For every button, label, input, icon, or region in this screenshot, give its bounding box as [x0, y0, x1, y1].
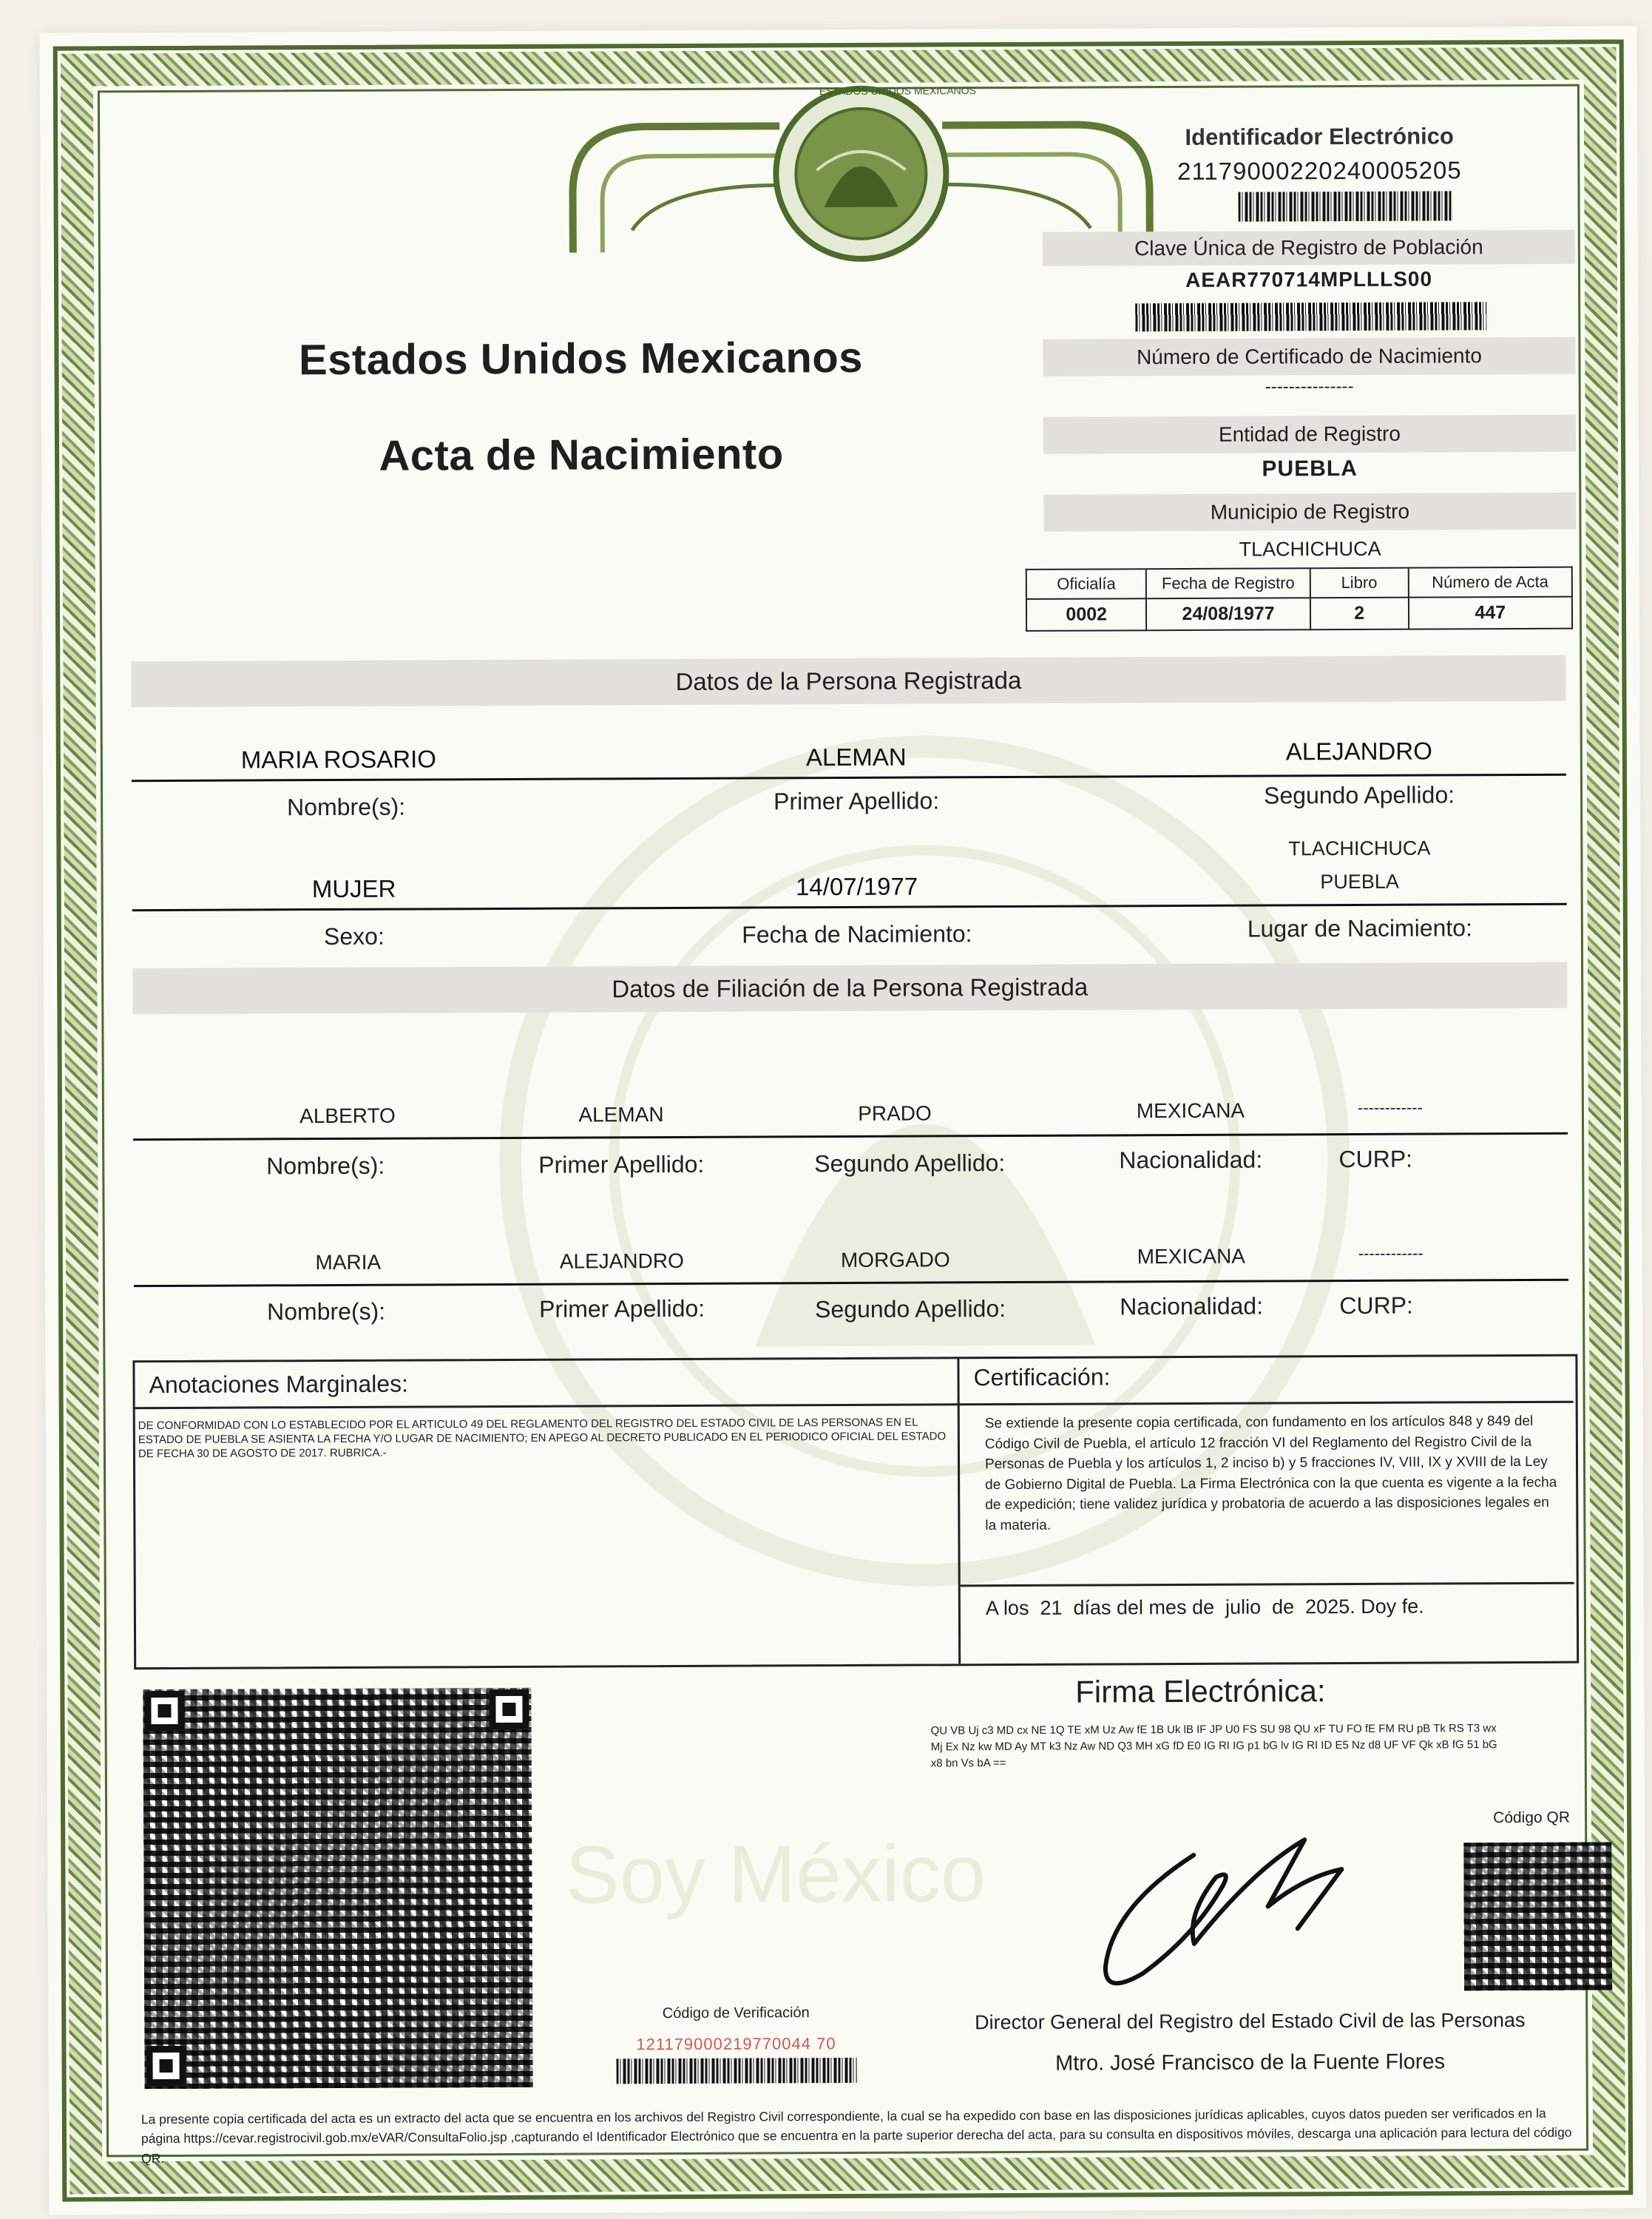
electronic-id-barcode	[1239, 191, 1453, 221]
table-header-oficialia: Oficialía	[1026, 569, 1147, 599]
birth-date-label: Fecha de Nacimiento:	[742, 920, 972, 948]
birth-cert-number-value: ---------------	[1265, 376, 1354, 397]
sex-value: MUJER	[311, 874, 396, 903]
libro-value: 2	[1310, 598, 1409, 630]
birth-date-value: 14/07/1977	[795, 872, 918, 901]
qr-finder-top-left	[144, 1691, 184, 1731]
electronic-id-value: 21179000220240005205	[1177, 156, 1462, 186]
sex-label: Sexo:	[323, 922, 385, 950]
parent1-second-surname-label: Segundo Apellido:	[814, 1149, 1006, 1178]
table-header-libro: Libro	[1310, 568, 1408, 598]
person-first-names-value: MARIA ROSARIO	[240, 745, 436, 774]
parent1-curp-value: ------------	[1357, 1098, 1423, 1117]
verification-barcode	[617, 2058, 857, 2084]
parent1-first-names-label: Nombre(s):	[266, 1152, 385, 1180]
verification-code-label: Código de Verificación	[662, 2004, 810, 2022]
parent2-first-surname-label: Primer Apellido:	[538, 1294, 705, 1323]
parent2-nationality-value: MEXICANA	[1137, 1244, 1245, 1269]
registry-entity-label: Entidad de Registro	[1043, 415, 1576, 454]
parent2-second-surname-value: MORGADO	[840, 1248, 950, 1272]
table-header-numero-acta: Número de Acta	[1408, 567, 1572, 598]
registry-table-header-row	[1026, 567, 1572, 599]
parent2-curp-label: CURP:	[1339, 1291, 1413, 1320]
registry-details-table	[1026, 567, 1573, 632]
curp-value: AEAR770714MPLLLS00	[1185, 267, 1433, 291]
qr-finder-top-right	[489, 1689, 529, 1729]
birthplace-municipality-value: TLACHICHUCA	[1288, 837, 1431, 860]
large-qr-code	[143, 1688, 532, 2089]
marginal-annotations-title: Anotaciones Marginales:	[149, 1370, 409, 1399]
parent1-curp-label: CURP:	[1338, 1145, 1413, 1173]
country-title: Estados Unidos Mexicanos	[298, 333, 864, 385]
birth-cert-number-label: Número de Certificado de Nacimiento	[1043, 337, 1575, 376]
curp-barcode	[1135, 302, 1486, 331]
numero-acta-value: 447	[1408, 597, 1572, 629]
parent1-second-surname-value: PRADO	[858, 1101, 932, 1125]
marginal-annotations-text: DE CONFORMIDAD CON LO ESTABLECIDO POR EL ARTICULO 49 DEL REGLAMENTO DEL REGISTRO DEL ESTADO CIVIL DE LAS PERSONAS EN EL ESTADO DE PUEBLA SE ASIENTA LA FECHA Y/O LUGAR DE NACIMIENTO; EN APEGO AL DECRETO PUBLICADO EN EL PERIODICO OFICIAL DEL ESTADO DE FECHA 30 DE AGOSTO DE 2017. RUBRICA.-	[138, 1416, 947, 1460]
curp-label: Clave Única de Registro de Población	[1043, 230, 1575, 266]
parent1-first-surname-label: Primer Apellido:	[538, 1150, 705, 1178]
registry-municipality-value: TLACHICHUCA	[1239, 537, 1381, 561]
registry-municipality-label: Municipio de Registro	[1043, 493, 1576, 532]
small-qr-label: Código QR	[1493, 1808, 1571, 1827]
parent1-nationality-label: Nacionalidad:	[1119, 1146, 1263, 1174]
table-header-fecha-registro: Fecha de Registro	[1146, 568, 1310, 598]
birth-certificate-sheet	[40, 26, 1647, 2215]
parent2-curp-value: ------------	[1358, 1243, 1424, 1263]
person-first-surname-value: ALEMAN	[805, 743, 907, 771]
parent2-nationality-label: Nacionalidad:	[1120, 1292, 1264, 1320]
parent1-nationality-value: MEXICANA	[1136, 1098, 1245, 1123]
director-name: Mtro. José Francisco de la Fuente Flores	[1054, 2050, 1446, 2076]
electronic-signature-title: Firma Electrónica:	[1075, 1673, 1326, 1709]
parent1-first-names-value: ALBERTO	[299, 1104, 396, 1128]
birthplace-state-value: PUEBLA	[1320, 870, 1399, 894]
registry-table-value-row	[1026, 597, 1572, 631]
document-title: Acta de Nacimiento	[379, 430, 784, 480]
certification-title: Certificación:	[973, 1363, 1111, 1391]
person-second-surname-value: ALEJANDRO	[1285, 737, 1432, 766]
filiation-section-title: Datos de Filiación de la Persona Registrada	[132, 962, 1567, 1014]
parent1-first-surname-value: ALEMAN	[578, 1103, 664, 1127]
footer-disclaimer: La presente copia certificada del acta es un extracto del acta que se encuentra en los archivos del Registro Civil correspondiente, la cual se ha expedido con base en las disposiciones jurídicas aplicables, cuyos datos pueden ser verificados en la página https://cevar.registrocivil.gob.mx/eVAR/ConsultaFolio.jsp ,capturando el Identificador Electrónico que se encuentra en la parte superior derecha del acta, para su consulta en dispositivos móviles, descarga una aplicación para lectura del código QR.	[141, 2105, 1572, 2166]
parent2-first-surname-value: ALEJANDRO	[559, 1249, 684, 1273]
registry-entity-value: PUEBLA	[1262, 456, 1358, 482]
oficialia-value: 0002	[1026, 598, 1147, 631]
watermark-soy-mexico: Soy México	[565, 1828, 986, 1921]
parent2-first-names-value: MARIA	[315, 1250, 382, 1274]
fecha-registro-value: 24/08/1977	[1146, 598, 1310, 630]
small-qr-code	[1463, 1842, 1612, 1990]
seal-text: ESTADOS UNIDOS MEXICANOS	[819, 84, 977, 98]
verification-code-value: 121179000219770044 70	[636, 2034, 836, 2054]
certification-date: A los 21 días del mes de julio de 2025. Doy fe.	[985, 1595, 1424, 1620]
registered-person-section-title: Datos de la Persona Registrada	[131, 655, 1565, 707]
director-title: Director General del Registro del Estado Civil de las Personas	[975, 2008, 1526, 2034]
electronic-signature-hash: QU VB Uj c3 MD cx NE 1Q TE xM Uz Aw fE 1B Uk lB IF JP U0 FS SU 98 QU xF TU FO fE FM RU pB Tk RS T3 wx Mj Ex Nz kw MD Ay MT k3 Nz Aw ND Q3 MH xG fD E0 IG RI IG p1 bG lv IG RI ID E5 Nz d8 UF VF Qk xB fG 51 bG x8 bn Vs bA ==	[930, 1722, 1497, 1769]
certification-text: Se extiende la presente copia certificada, con fundamento en los artículos 848 y 849 del Código Civil de Puebla, el artículo 12 fracción VI del Reglamento del Registro Civil de la Personas de Puebla y los artículos 1, 2 inciso b) y 5 fracciones IV, VIII, IX y XVIII de la Ley de Gobierno Digital de Puebla. La Firma Electrónica con la que cuenta es vigente a la fecha de expedición; tiene validez jurídica y probatoria de acuerdo a las disposiciones legales en la materia.	[984, 1413, 1557, 1533]
person-first-surname-label: Primer Apellido:	[773, 787, 940, 815]
birthplace-label: Lugar de Nacimiento:	[1247, 914, 1473, 942]
parent2-first-names-label: Nombre(s):	[267, 1297, 386, 1325]
electronic-id-label: Identificador Electrónico	[1185, 123, 1454, 150]
handwritten-signature	[1083, 1825, 1364, 2004]
person-first-names-label: Nombre(s):	[287, 793, 406, 821]
qr-finder-bottom-left	[146, 2046, 186, 2086]
person-second-surname-label: Segundo Apellido:	[1264, 781, 1455, 809]
parent2-second-surname-label: Segundo Apellido:	[815, 1295, 1006, 1323]
